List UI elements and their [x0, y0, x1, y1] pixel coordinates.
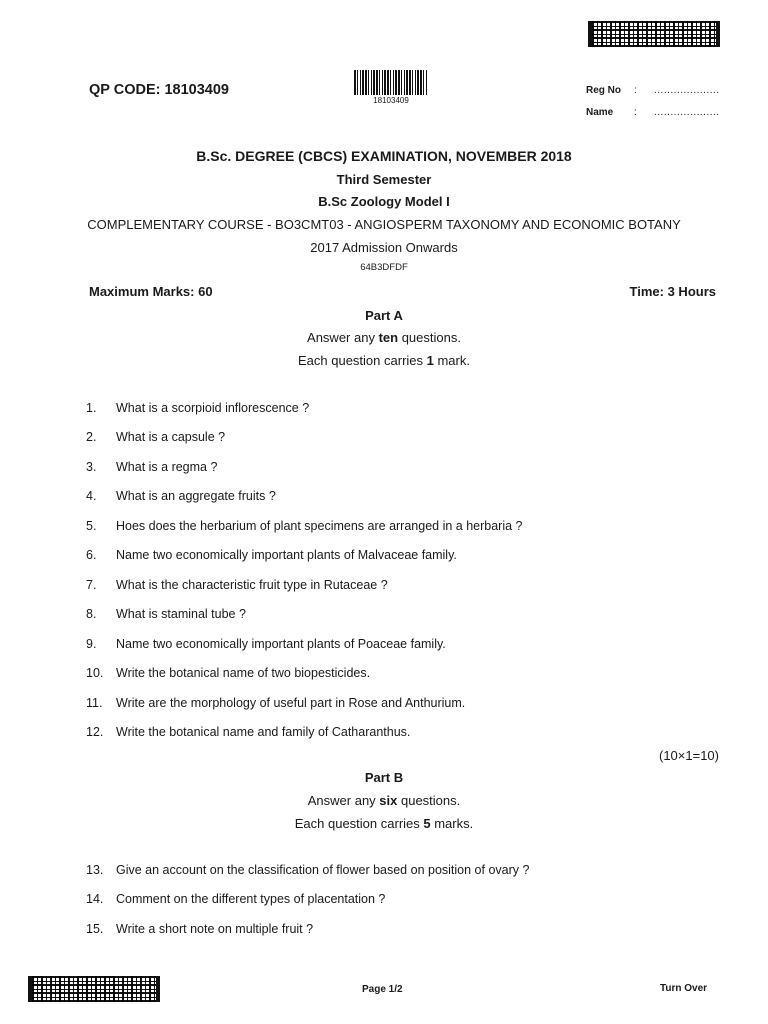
instr-text: Each question carries	[294, 816, 424, 831]
question-text: Hoes does the herbarium of plant specimens are arranged in a herbaria ?	[116, 519, 523, 533]
question-number: 14.	[86, 892, 104, 906]
question-text: Write the botanical name of two biopesticides.	[116, 666, 371, 680]
part-b-title: Part B	[364, 770, 404, 785]
programme: B.Sc Zoology Model I	[318, 194, 450, 209]
part-a-instruction-1	[0, 330, 768, 345]
instr-text: Each question carries	[298, 353, 427, 368]
question-item	[86, 666, 726, 680]
question-text: Write are the morphology of useful part in Rose and Anthurium.	[116, 696, 466, 710]
question-text: Comment on the different types of placentation ?	[116, 892, 386, 906]
semester: Third Semester	[336, 172, 432, 187]
exam-title: B.Sc. DEGREE (CBCS) EXAMINATION, NOVEMBER 2018	[196, 148, 572, 164]
question-text: Write a short note on multiple fruit ?	[116, 922, 314, 936]
question-text: Name two economically important plants of Poaceae family.	[116, 637, 446, 651]
question-text: What is a regma ?	[116, 460, 218, 474]
question-item	[86, 401, 726, 415]
part-a-title: Part A	[365, 308, 403, 323]
question-number: 8.	[86, 607, 97, 621]
instr-text: questions.	[397, 793, 461, 808]
name-colon: :	[634, 107, 637, 118]
question-item	[86, 922, 726, 936]
question-item	[86, 607, 726, 621]
question-number: 2.	[86, 430, 97, 444]
question-text: What is the characteristic fruit type in Rutaceae ?	[116, 578, 388, 592]
question-number: 5.	[86, 519, 97, 533]
question-item	[86, 578, 726, 592]
bottom-left-barcode	[28, 976, 160, 1002]
question-number: 4.	[86, 489, 97, 503]
top-right-barcode	[588, 21, 720, 47]
question-number: 1.	[86, 401, 97, 415]
question-text: What is an aggregate fruits ?	[116, 489, 276, 503]
question-text: What is staminal tube ?	[116, 607, 246, 621]
question-number: 13.	[86, 863, 104, 877]
instr-text: Answer any	[307, 793, 380, 808]
question-item	[86, 548, 726, 562]
question-text: Give an account on the classification of flower based on position of ovary ?	[116, 863, 530, 877]
reg-no-colon: :	[634, 85, 637, 96]
reg-no-label: Reg No	[586, 85, 621, 96]
question-number: 11.	[86, 696, 103, 710]
instr-text: marks.	[430, 816, 474, 831]
question-number: 7.	[86, 578, 97, 592]
reg-no-field[interactable]: ....................	[654, 85, 720, 96]
qp-barcode	[354, 70, 428, 95]
part-a-instruction-2	[0, 353, 768, 368]
question-item	[86, 460, 726, 474]
time: Time: 3 Hours	[629, 284, 716, 299]
name-label: Name	[586, 107, 614, 118]
question-text: What is a capsule ?	[116, 430, 226, 444]
part-b-instruction-1	[0, 793, 768, 808]
part-a-marks-total: (10×1=10)	[659, 748, 719, 763]
course-title: COMPLEMENTARY COURSE - BO3CMT03 - ANGIOSPERM TAXONOMY AND ECONOMIC BOTANY	[87, 217, 681, 232]
max-marks: Maximum Marks: 60	[89, 284, 213, 299]
question-item	[86, 519, 726, 533]
instr-count: ten	[378, 330, 399, 345]
question-number: 9.	[86, 637, 97, 651]
question-text: Name two economically important plants of Malvaceae family.	[116, 548, 457, 562]
instr-text: mark.	[433, 353, 470, 368]
page-number: Page 1/2	[362, 984, 403, 995]
question-number: 10.	[86, 666, 104, 680]
name-field[interactable]: ....................	[654, 107, 720, 118]
question-text: Write the botanical name and family of Catharanthus.	[116, 725, 411, 739]
question-item	[86, 863, 726, 877]
question-item	[86, 430, 726, 444]
instr-text: Answer any	[307, 330, 379, 345]
question-number: 12.	[86, 725, 104, 739]
question-item	[86, 696, 726, 710]
question-number: 6.	[86, 548, 97, 562]
question-item	[86, 892, 726, 906]
instr-mark: 1	[426, 353, 434, 368]
admission: 2017 Admission Onwards	[310, 240, 458, 255]
question-text: What is a scorpioid inflorescence ?	[116, 401, 310, 415]
turn-over: Turn Over	[660, 983, 708, 994]
instr-mark: 5	[423, 816, 431, 831]
question-item	[86, 725, 726, 739]
question-number: 15.	[86, 922, 104, 936]
instr-text: questions.	[398, 330, 461, 345]
instr-count: six	[379, 793, 398, 808]
part-b-instruction-2	[0, 816, 768, 831]
question-item	[86, 637, 726, 651]
question-item	[86, 489, 726, 503]
paper-code: 64B3DFDF	[360, 262, 408, 273]
barcode-number: 18103409	[373, 96, 409, 105]
qp-code: QP CODE: 18103409	[89, 82, 229, 98]
question-number: 3.	[86, 460, 97, 474]
